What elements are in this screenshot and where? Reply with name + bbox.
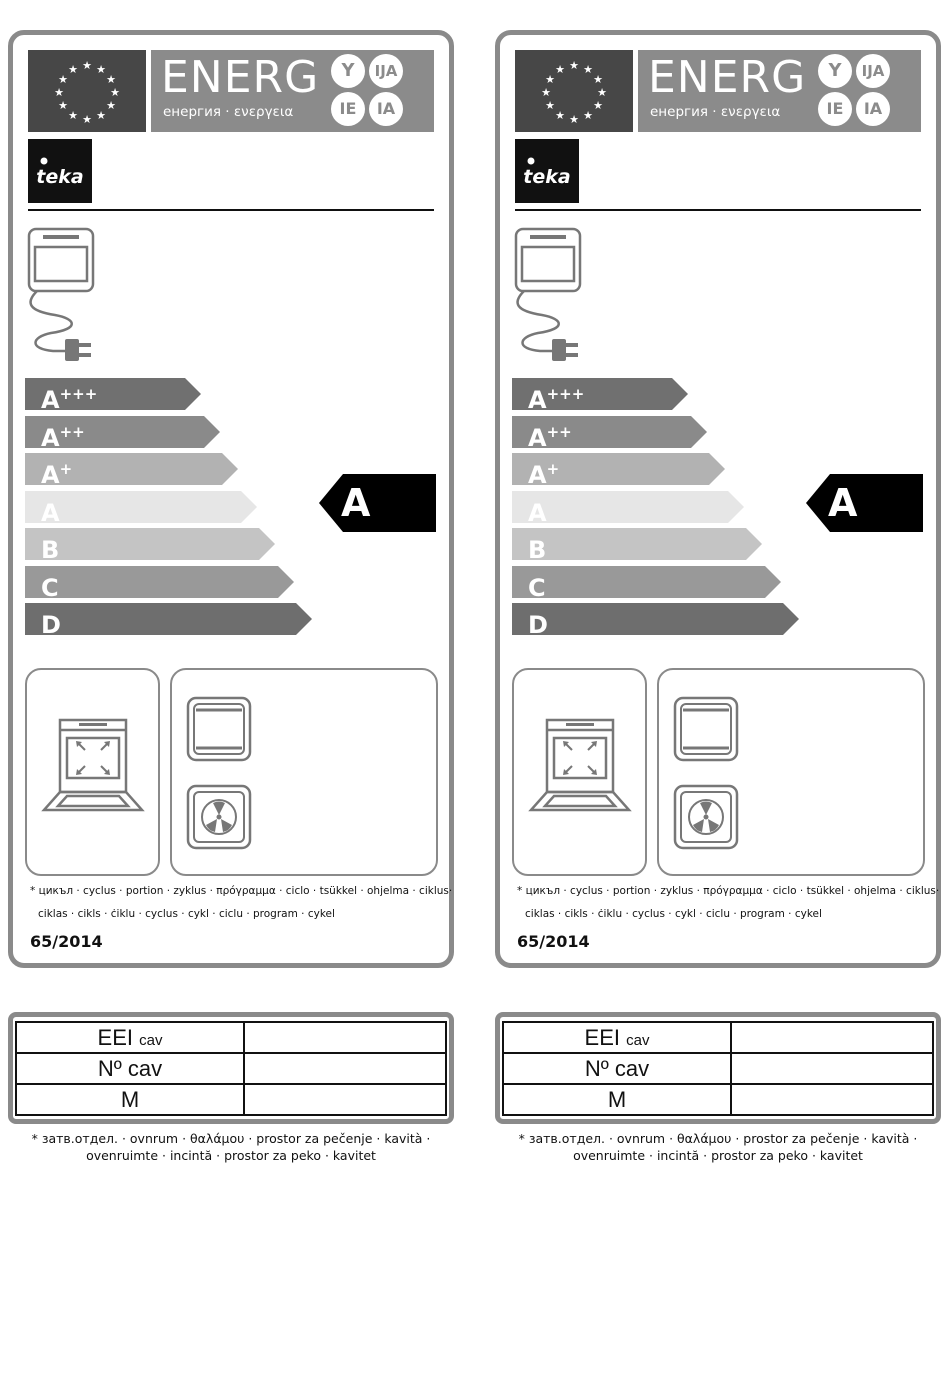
cavity-panel [25, 668, 160, 876]
oven-plug-icon [512, 225, 592, 369]
regulation-number: 65/2014 [30, 932, 103, 951]
teka-brand-text: teka [36, 166, 84, 188]
svg-text:★: ★ [583, 63, 593, 76]
eu-flag-icon [515, 50, 633, 132]
svg-text:★: ★ [110, 86, 120, 99]
bar-letter: A [41, 461, 60, 489]
bar-superscript: + [59, 460, 73, 478]
bar-letter: A [528, 499, 547, 527]
table-cell-label: EEI cav [503, 1022, 731, 1053]
bar-letter: B [528, 536, 547, 564]
cavity-footnote: * затв.отдел. · ovnrum · θαλάμου · prostor za pečenje · kavità · ovenruimte · incintă · prostor za peko · kavitet [31, 1131, 431, 1163]
regulation-number: 65/2014 [517, 932, 590, 951]
fan-heating-icon [188, 786, 250, 848]
bar-superscript: ++ [546, 423, 572, 441]
svg-text:★: ★ [545, 99, 555, 112]
svg-text:★: ★ [58, 73, 68, 86]
bar-letter: A [528, 386, 547, 414]
bar-letter: D [41, 611, 61, 639]
svg-text:★: ★ [569, 113, 579, 126]
conventional-heating-icon [675, 698, 737, 760]
oven-cavity-icon [514, 670, 645, 874]
bar-letter: D [528, 611, 548, 639]
oven-cavity-icon [27, 670, 158, 874]
consumption-panel [170, 668, 438, 876]
svg-text:★: ★ [68, 63, 78, 76]
consumption-panel [657, 668, 925, 876]
bar-letter: A [528, 461, 547, 489]
energy-label-2 [495, 30, 941, 968]
table-cell-value [244, 1022, 446, 1053]
bar-superscript: +++ [546, 385, 585, 403]
svg-text:★: ★ [569, 59, 579, 72]
svg-text:★: ★ [583, 109, 593, 122]
svg-text:★: ★ [82, 59, 92, 72]
rating-value: A [828, 481, 858, 525]
cycle-footnote: ciklas · cikls · ċiklu · cyclus · cykl · ciclu · program · cykel [38, 908, 335, 920]
table-row [16, 1084, 446, 1115]
svg-text:★: ★ [597, 86, 607, 99]
table-row [16, 1053, 446, 1084]
cycle-footnote: ciklas · cikls · ċiklu · cyclus · cykl · ciclu · program · cykel [525, 908, 822, 920]
conventional-heating-icon [188, 698, 250, 760]
svg-text:★: ★ [82, 113, 92, 126]
table-cell-value [244, 1084, 446, 1115]
oven-plug-icon [25, 225, 105, 369]
cycle-footnote: * цикъл · cyclus · portion · zyklus · πρόγραμμα · ciclo · tsükkel · ohjelma · ciklus· [517, 885, 940, 897]
cavity-data-table [15, 1021, 447, 1116]
svg-text:★: ★ [96, 109, 106, 122]
svg-text:★: ★ [96, 63, 106, 76]
energ-title: ENERG [161, 52, 320, 103]
rating-arrow [806, 474, 923, 532]
cavity-footnote: * затв.отдел. · ovnrum · θαλάμου · prostor za pečenje · kavità · ovenruimte · incintă · prostor za peko · kavitet [518, 1131, 918, 1163]
energ-banner [151, 50, 434, 132]
svg-text:★: ★ [555, 63, 565, 76]
rating-value: A [341, 481, 371, 525]
table-cell-label: EEI cav [16, 1022, 244, 1053]
svg-text:★: ★ [545, 73, 555, 86]
bar-letter: A [41, 424, 60, 452]
bar-letter: C [41, 574, 59, 602]
energ-title: ENERG [648, 52, 807, 103]
teka-brand-text: teka [523, 166, 571, 188]
eu-flag-icon [28, 50, 146, 132]
divider [515, 209, 921, 211]
language-badge: IJA [369, 54, 403, 88]
table-cell-value [731, 1053, 933, 1084]
table-cell-label: Nº cav [16, 1053, 244, 1084]
energ-banner [638, 50, 921, 132]
bar-letter: A [41, 386, 60, 414]
svg-text:★: ★ [68, 109, 78, 122]
rating-arrow [319, 474, 436, 532]
table-row [16, 1022, 446, 1053]
teka-logo [28, 139, 92, 203]
teka-logo [515, 139, 579, 203]
subscript: cav [626, 1031, 650, 1049]
svg-text:★: ★ [593, 99, 603, 112]
bar-letter: A [41, 499, 60, 527]
cycle-footnote: * цикъл · cyclus · portion · zyklus · πρόγραμμα · ciclo · tsükkel · ohjelma · ciklus· [30, 885, 453, 897]
table-cell-label: M [503, 1084, 731, 1115]
language-badge: IA [856, 92, 890, 126]
table-cell-value [731, 1084, 933, 1115]
bar-superscript: ++ [59, 423, 85, 441]
language-badge: Y [331, 54, 365, 88]
bar-superscript: + [546, 460, 560, 478]
svg-text:★: ★ [54, 86, 64, 99]
svg-text:★: ★ [541, 86, 551, 99]
bar-letter: C [528, 574, 546, 602]
language-badge: Y [818, 54, 852, 88]
fan-heating-icon [675, 786, 737, 848]
table-row [503, 1022, 933, 1053]
cavity-data-table [502, 1021, 934, 1116]
svg-text:★: ★ [106, 73, 116, 86]
language-badge: IA [369, 92, 403, 126]
energy-label-1 [8, 30, 454, 968]
subscript: cav [139, 1031, 163, 1049]
cavity-data-table-2 [495, 1012, 941, 1124]
divider [28, 209, 434, 211]
energ-subtitle: енергия · ενεργεια [650, 104, 781, 120]
language-badge: IE [331, 92, 365, 126]
cavity-panel [512, 668, 647, 876]
bar-superscript: +++ [59, 385, 98, 403]
table-row [503, 1053, 933, 1084]
table-cell-value [244, 1053, 446, 1084]
label-header [28, 50, 434, 132]
language-badge: IJA [856, 54, 890, 88]
bar-letter: B [41, 536, 60, 564]
language-badge: IE [818, 92, 852, 126]
cavity-data-table-1 [8, 1012, 454, 1124]
svg-text:★: ★ [593, 73, 603, 86]
bar-letter: A [528, 424, 547, 452]
svg-text:★: ★ [555, 109, 565, 122]
energ-subtitle: енергия · ενεργεια [163, 104, 294, 120]
svg-text:★: ★ [106, 99, 116, 112]
table-cell-label: Nº cav [503, 1053, 731, 1084]
label-header [515, 50, 921, 132]
table-cell-label: M [16, 1084, 244, 1115]
table-row [503, 1084, 933, 1115]
svg-text:★: ★ [58, 99, 68, 112]
table-cell-value [731, 1022, 933, 1053]
